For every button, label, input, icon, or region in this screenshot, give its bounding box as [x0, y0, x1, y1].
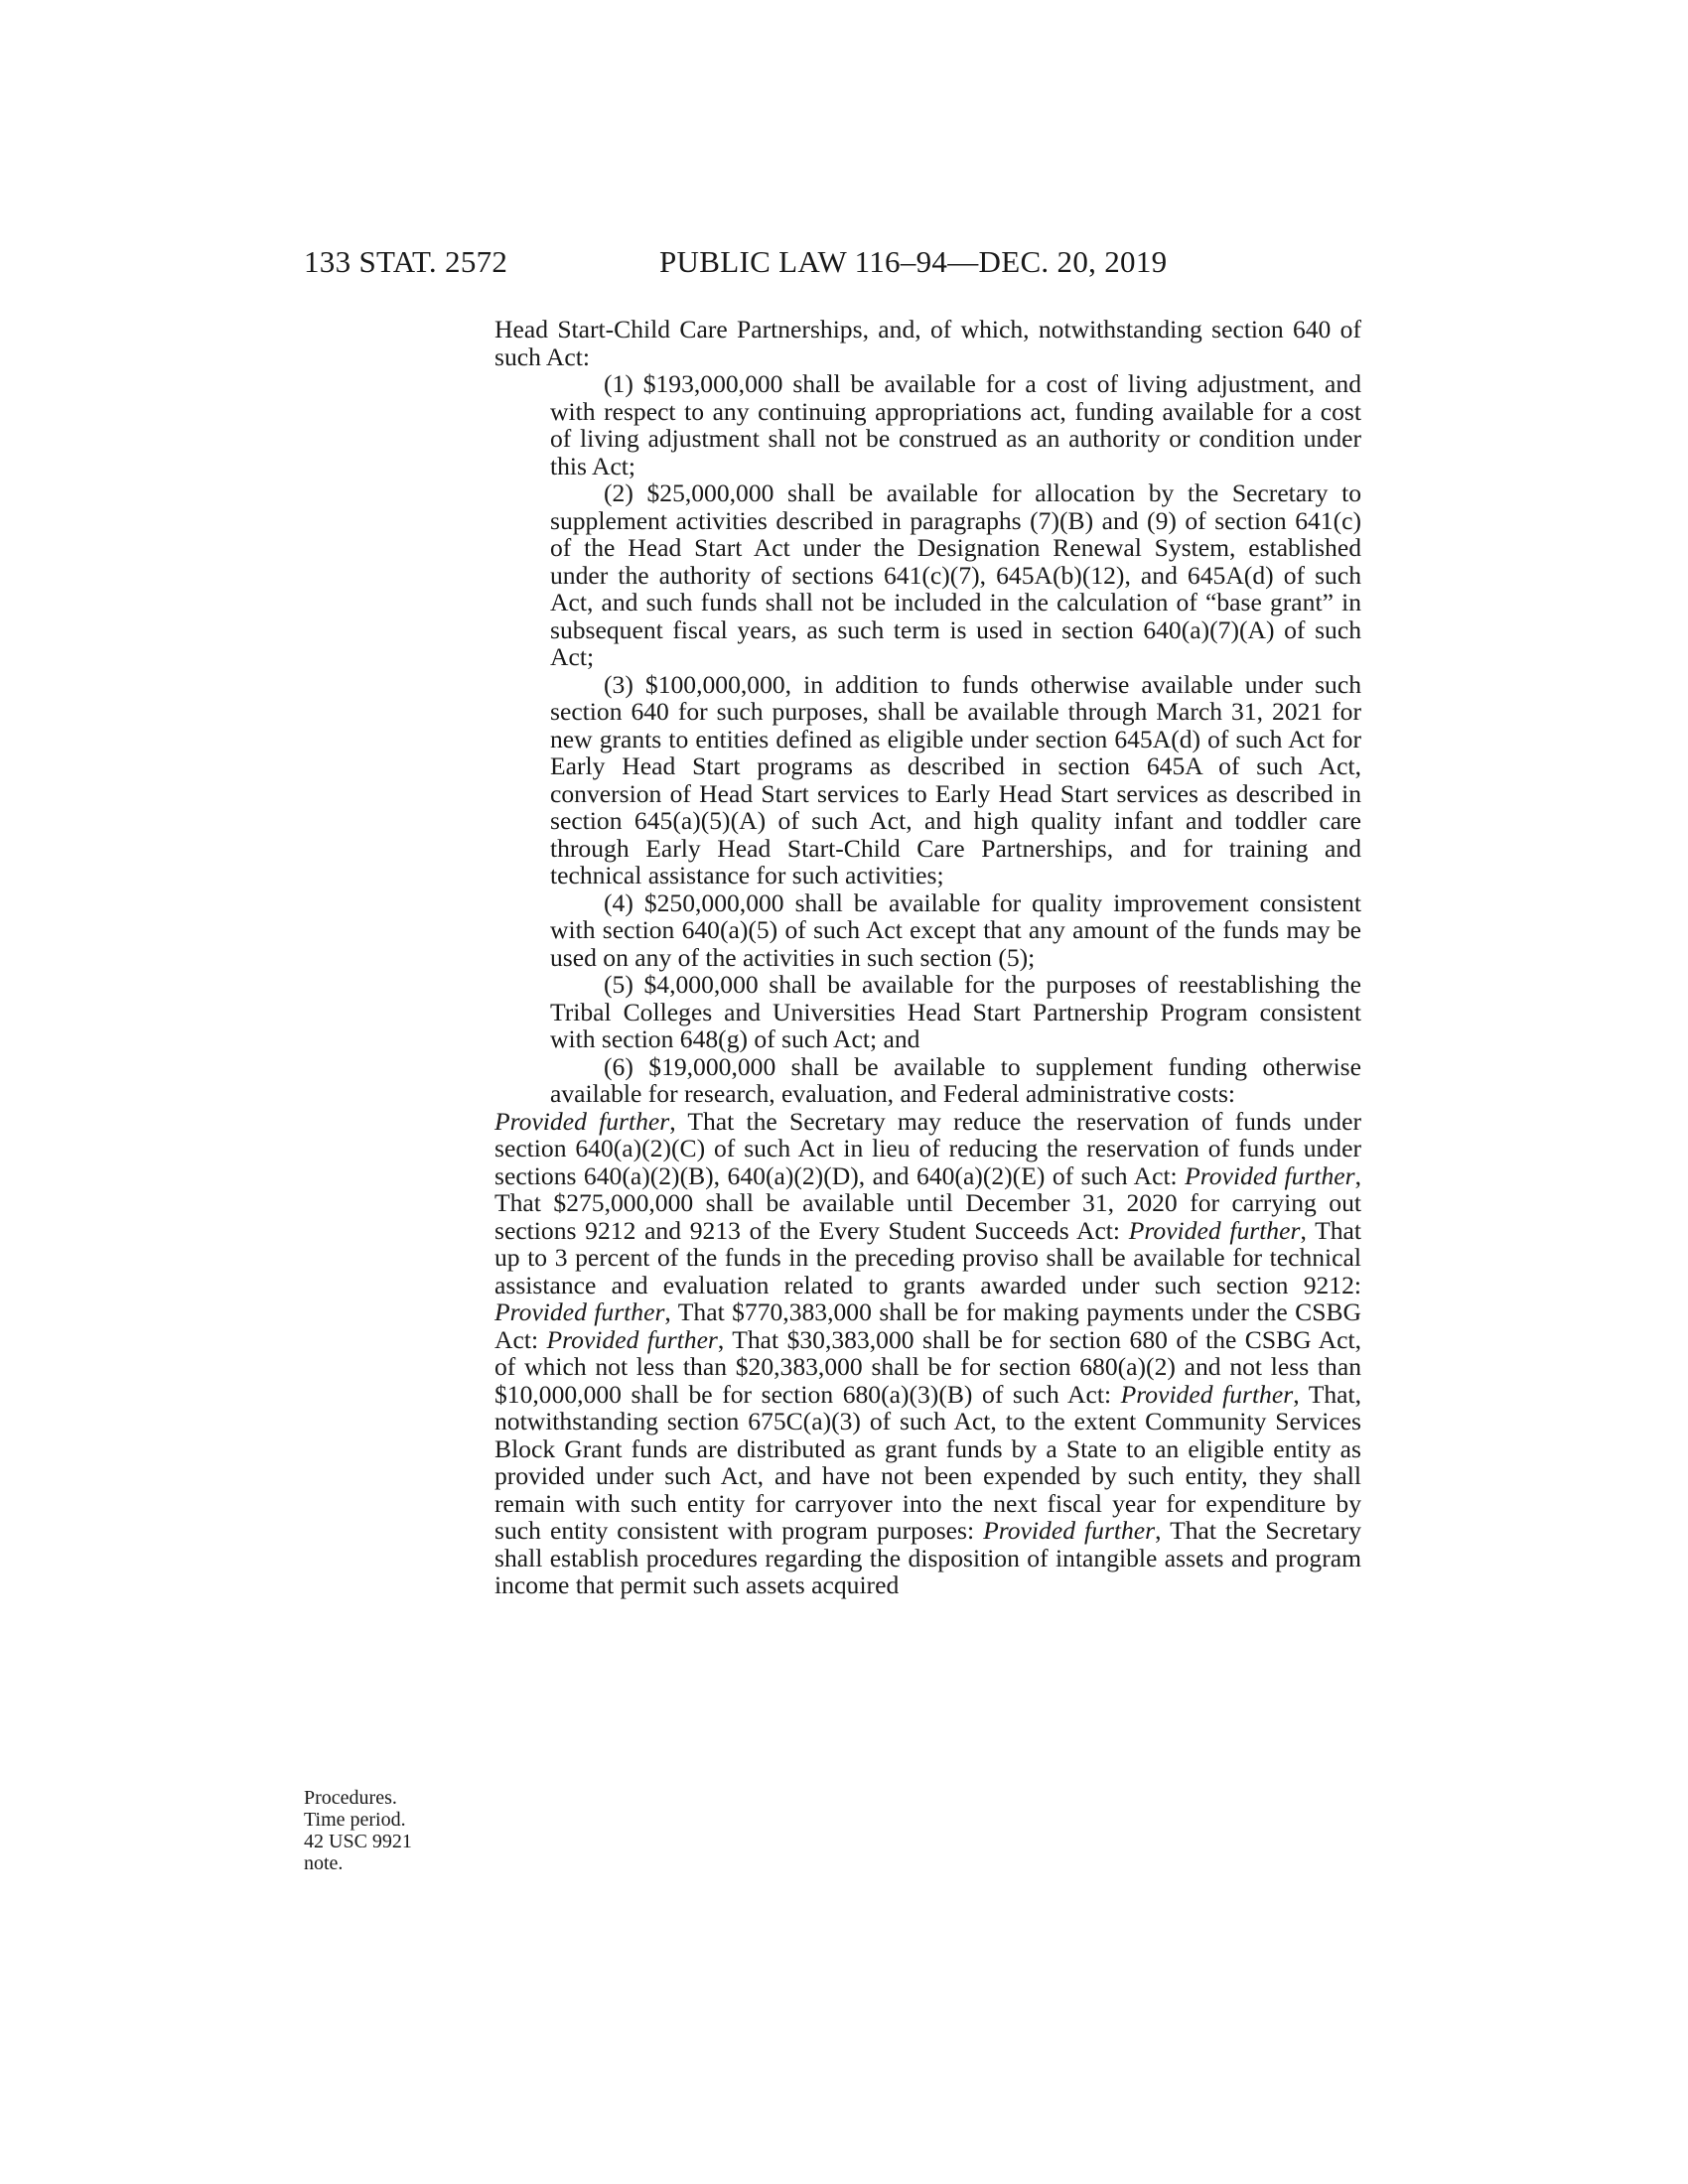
item-text: $19,000,000 shall be available to supplement funding otherwise available for research, evaluation, and Federal administrative costs:: [550, 1051, 1362, 1108]
item-label: (4): [604, 887, 633, 917]
proviso-phrase: Provided further: [983, 1516, 1156, 1545]
list-item: [550, 889, 1361, 972]
page-header: [0, 244, 1688, 284]
item-label: (1): [604, 369, 633, 398]
margin-note: Procedures.: [304, 1787, 397, 1809]
proviso-text: , That $30,383,000 shall be for section 680 of the CSBG Act, of which not less than $20,383,000 shall be for section 680(a)(2) and not less than $10,000,000 shall be for section 680(a)(3)(B) of such Act:: [494, 1324, 1362, 1409]
margin-note: note.: [304, 1852, 344, 1874]
list-item: [550, 1053, 1361, 1108]
list-item: [550, 671, 1361, 889]
proviso-text: , That up to 3 percent of the funds in the preceding proviso shall be available for technical assistance and evaluation related to grants awarded under such section 9212:: [494, 1215, 1361, 1299]
item-label: (6): [604, 1051, 633, 1081]
running-head: PUBLIC LAW 116–94—DEC. 20, 2019: [659, 244, 1168, 279]
margin-note: 42 USC 9921: [304, 1831, 412, 1852]
item-text: $100,000,000, in addition to funds otherwise available under such section 640 for such purposes, shall be available through March 31, 2021 for new grants to entities defined as eligible under section 645A(d) of such Act for Early Head Start programs as described in section 645A of such Act, conversion of Head Start services to Early Head Start services as described in section 645(a)(5)(A) of such Act, and high quality infant and toddler care through Early Head Start-Child Care Partnerships, and for training and technical assistance for such activities;: [550, 669, 1361, 889]
item-label: (2): [604, 478, 633, 507]
item-label: (5): [604, 970, 633, 999]
proviso-paragraph: [494, 1108, 1361, 1599]
item-label: (3): [604, 669, 633, 699]
item-text: $25,000,000 shall be available for allocation by the Secretary to supplement activities described in paragraphs (7)(B) and (9) of section 641(c) of the Head Start Act under the Designation Renewal System, established under the authority of sections 641(c)(7), 645A(b)(12), and 645A(d) of such Act, and such funds shall not be included in the calculation of “base grant” in subsequent fiscal years, as such term is used in section 640(a)(7)(A) of such Act;: [550, 478, 1361, 671]
proviso-phrase: Provided further: [494, 1297, 665, 1326]
proviso-phrase: Provided further: [546, 1324, 718, 1354]
proviso-text: , That, notwithstanding section 675C(a)(3) of such Act, to the extent Community Services Block Grant funds are distributed as grant funds by a State to an eligible entity as provided under such Act, and have not been expended by such entity, they shall remain with such entity for carryover into the next fiscal year for expenditure by such entity consistent with program purposes:: [494, 1379, 1362, 1545]
item-text: $250,000,000 shall be available for quality improvement consistent with section 640(a)(5) of such Act except that any amount of the funds may be used on any of the activities in such section (5);: [550, 887, 1362, 972]
statute-body: [494, 316, 1361, 1599]
statute-page-reference: 133 STAT. 2572: [304, 244, 508, 279]
margin-notes: [304, 1787, 443, 1874]
proviso-phrase: Provided further: [1128, 1215, 1301, 1245]
proviso-phrase: Provided further: [1120, 1379, 1294, 1409]
proviso-text: , That $275,000,000 shall be available until December 31, 2020 for carrying out sections 9212 and 9213 of the Every Student Succeeds Act:: [494, 1160, 1361, 1245]
item-text: $4,000,000 shall be available for the purposes of reestablishing the Tribal Colleges and Universities Head Start Partnership Program consistent with section 648(g) of such Act; and: [550, 970, 1361, 1053]
proviso-phrase: Provided further: [494, 1106, 670, 1136]
list-item: [550, 370, 1361, 479]
proviso-text: , That $770,383,000 shall be for making payments under the CSBG Act:: [494, 1297, 1361, 1354]
proviso-phrase: Provided further: [1185, 1160, 1355, 1190]
margin-note: Time period.: [304, 1809, 406, 1831]
proviso-text: , That the Secretary shall establish procedures regarding the disposition of intangible assets and program income that permit such assets acquired: [494, 1516, 1361, 1599]
list-item: [550, 479, 1361, 671]
lead-paragraph: Head Start-Child Care Partnerships, and, of which, notwithstanding section 640 of such Act:: [494, 315, 1361, 371]
list-item: [550, 971, 1361, 1053]
item-text: $193,000,000 shall be available for a cost of living adjustment, and with respect to any continuing appropriations act, funding available for a cost of living adjustment shall not be construed as an authority or condition under this Act;: [550, 369, 1361, 480]
proviso-text: , That the Secretary may reduce the reservation of funds under section 640(a)(2)(C) of such Act in lieu of reducing the reservation of funds under sections 640(a)(2)(B), 640(a)(2)(D), and 640(a)(2)(E) of such Act:: [494, 1106, 1361, 1190]
